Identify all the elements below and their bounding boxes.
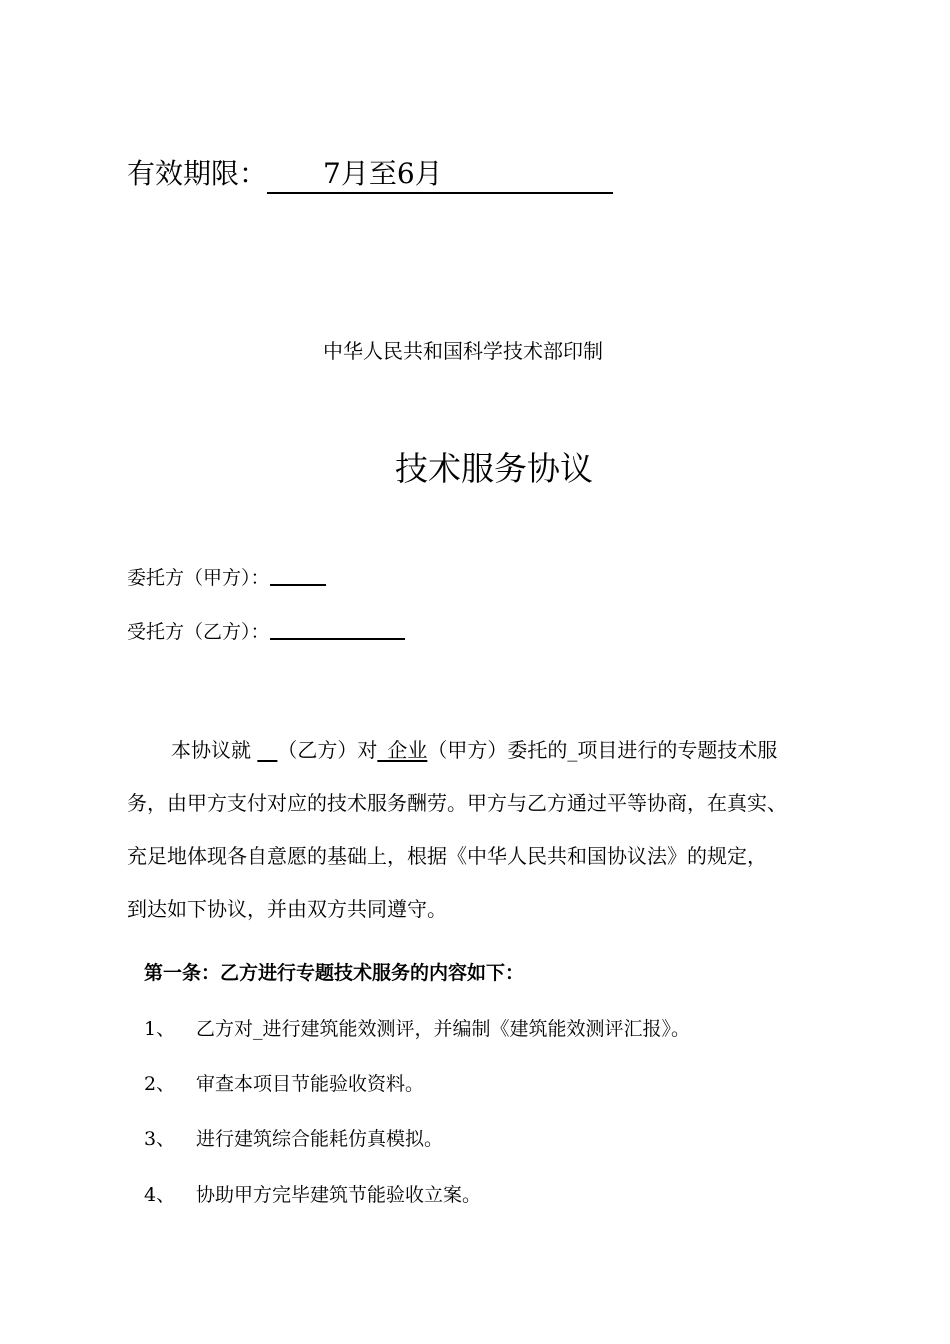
printer-line: 中华人民共和国科学技术部印制 bbox=[323, 339, 603, 363]
party-a-label: 委托方（甲方）： bbox=[127, 567, 270, 589]
party-b-name-blank: __ bbox=[257, 738, 278, 762]
list-item-number: 1、 bbox=[144, 1018, 176, 1040]
party-b-line bbox=[127, 618, 405, 646]
party-a-blank bbox=[270, 564, 326, 586]
list-item-text: 协助甲方完毕建筑节能验收立案。 bbox=[196, 1184, 482, 1206]
party-b-blank bbox=[270, 618, 405, 640]
party-a-line bbox=[127, 564, 326, 592]
list-item-text: 进行建筑综合能耗仿真模拟。 bbox=[196, 1128, 444, 1150]
preamble-line-1 bbox=[127, 724, 887, 777]
preamble-paragraph bbox=[127, 724, 887, 936]
list-item-text: 乙方对_进行建筑能效测评，并编制《建筑能效测评汇报》。 bbox=[196, 1018, 691, 1040]
preamble-text: （乙方）对 bbox=[277, 738, 378, 762]
list-item-number: 3、 bbox=[144, 1128, 176, 1150]
preamble-line-3: 充足地体现各自意愿的基础上，根据《中华人民共和国协议法》的规定， bbox=[127, 844, 767, 868]
preamble-line-4: 到达如下协议，并由双方共同遵守。 bbox=[127, 897, 447, 921]
validity-line bbox=[127, 154, 613, 194]
validity-label: 有效期限： bbox=[127, 157, 268, 190]
preamble-line-2: 务，由甲方支付对应的技术服务酬劳。甲方与乙方通过平等协商，在真实、 bbox=[127, 791, 787, 815]
article-1-heading: 第一条：乙方进行专题技术服务的内容如下： bbox=[144, 962, 525, 984]
party-a-name: _企业 bbox=[377, 738, 428, 762]
preamble-text: （甲方）委托的_项目进行的专题技术服 bbox=[427, 738, 778, 762]
list-item-text: 审查本项目节能验收资料。 bbox=[196, 1073, 425, 1095]
party-b-label: 受托方（乙方）： bbox=[127, 621, 270, 643]
list-item-number: 4、 bbox=[144, 1184, 176, 1206]
validity-value: 7月至6月 bbox=[267, 156, 613, 194]
preamble-text: 本协议就 bbox=[171, 738, 258, 762]
document-title: 技术服务协议 bbox=[395, 449, 593, 488]
list-item-number: 2、 bbox=[144, 1073, 176, 1095]
